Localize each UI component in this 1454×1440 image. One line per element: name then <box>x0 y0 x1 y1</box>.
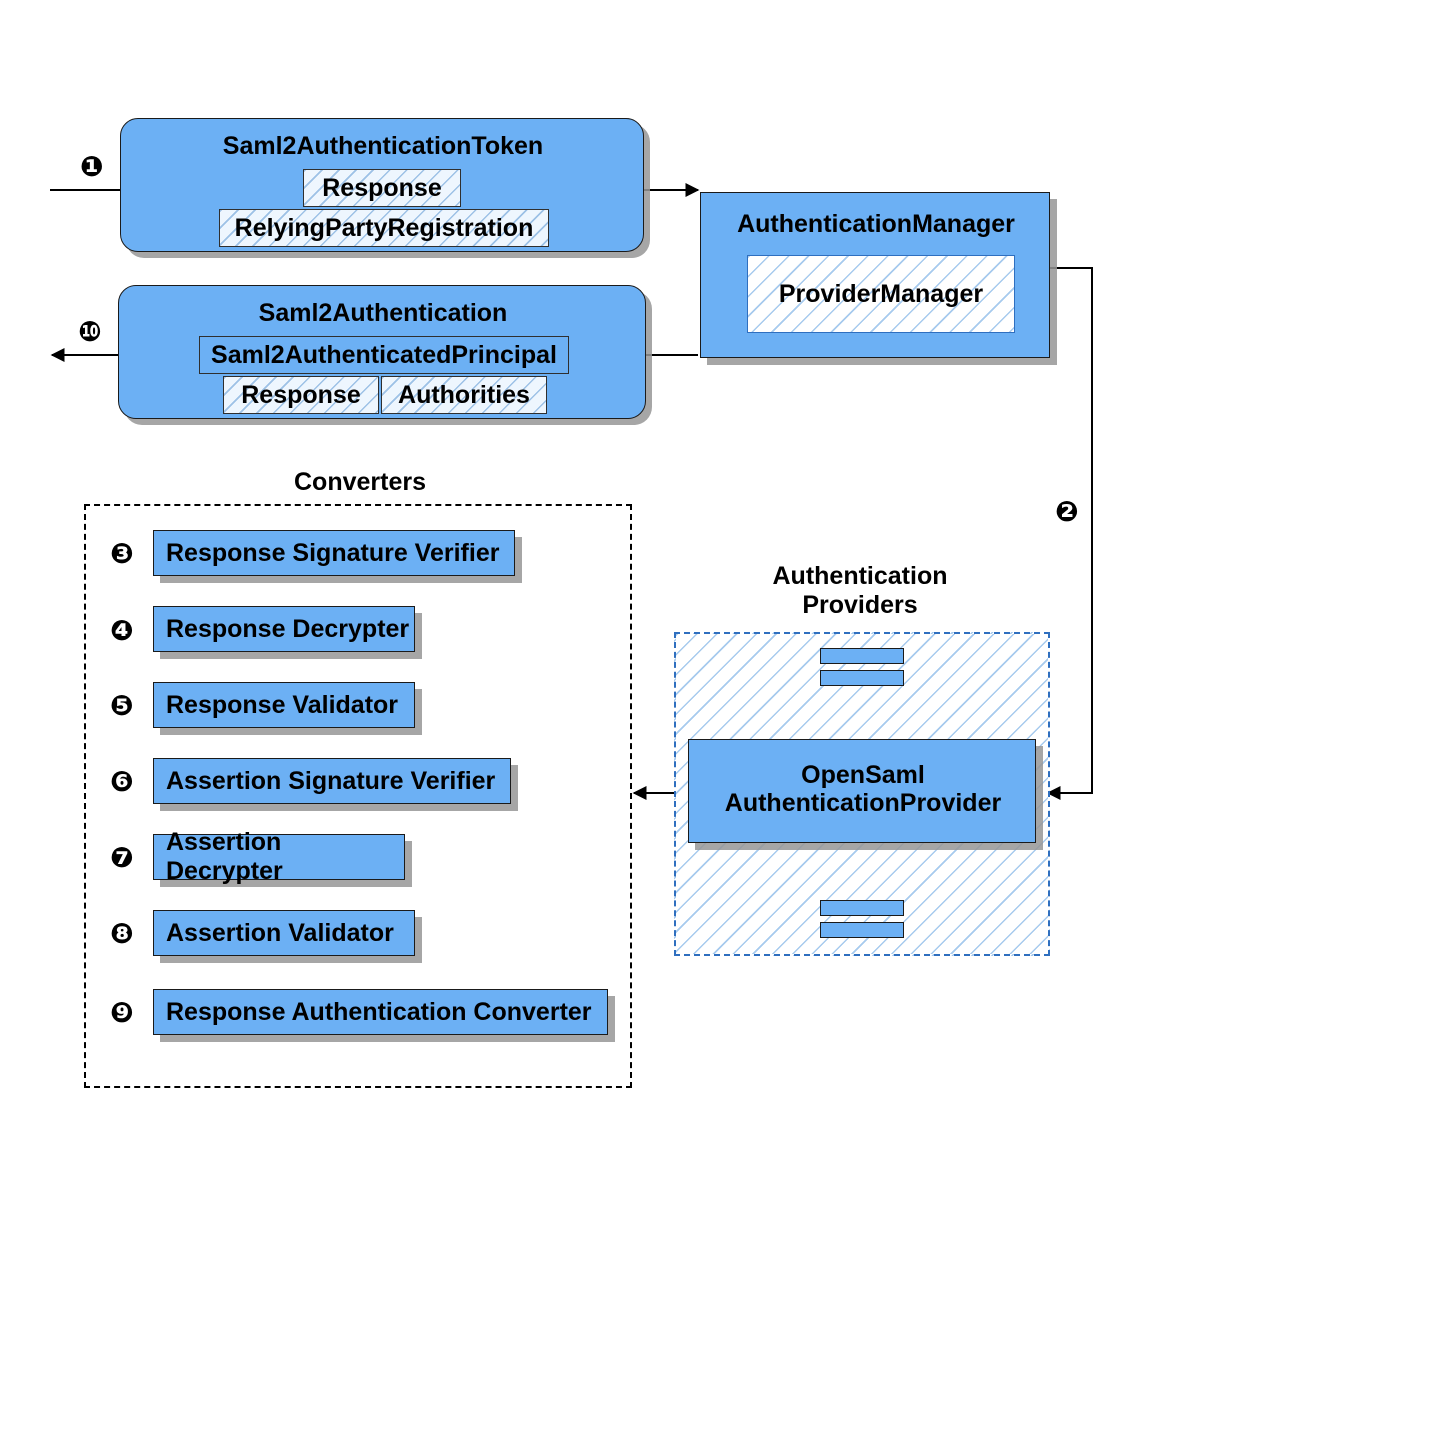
converter-response-decrypter[interactable]: Response Decrypter <box>153 606 415 652</box>
token-field-relying-party-registration: RelyingPartyRegistration <box>219 209 549 247</box>
step-badge-4: ❹ <box>110 614 134 647</box>
token-field-response: Response <box>303 169 461 207</box>
converter-assertion-decrypter[interactable]: Assertion Decrypter <box>153 834 405 880</box>
provider-title-line1: OpenSaml <box>801 761 925 789</box>
step-badge-3: ❸ <box>110 537 134 570</box>
converter-response-validator[interactable]: Response Validator <box>153 682 415 728</box>
manager-provider-manager: ProviderManager <box>747 255 1015 333</box>
authentication-title: Saml2Authentication <box>258 299 508 327</box>
provider-stub-top-1 <box>820 648 904 664</box>
converter-response-authentication-converter[interactable]: Response Authentication Converter <box>153 989 608 1035</box>
node-authentication-manager[interactable] <box>700 192 1050 358</box>
provider-stub-top-2 <box>820 670 904 686</box>
provider-stub-bottom-2 <box>820 922 904 938</box>
step-badge-7: ❼ <box>110 841 134 874</box>
provider-stub-bottom-1 <box>820 900 904 916</box>
step-badge-6: ❻ <box>110 765 134 798</box>
authentication-field-authorities: Authorities <box>381 376 547 414</box>
step-badge-2: ❷ <box>1055 495 1079 528</box>
node-opensaml-authentication-provider[interactable] <box>688 739 1036 843</box>
converter-assertion-signature-verifier[interactable]: Assertion Signature Verifier <box>153 758 511 804</box>
converters-group-label: Converters <box>294 468 426 496</box>
authentication-principal: Saml2AuthenticatedPrincipal <box>199 336 569 374</box>
manager-title: AuthenticationManager <box>737 210 1015 238</box>
node-saml2-authentication[interactable] <box>118 285 646 419</box>
converter-response-signature-verifier[interactable]: Response Signature Verifier <box>153 530 515 576</box>
providers-group-label-line1: Authentication <box>772 562 948 590</box>
token-title: Saml2AuthenticationToken <box>222 132 544 160</box>
authentication-field-response: Response <box>223 376 379 414</box>
step-badge-8: ❽ <box>110 917 134 950</box>
step-badge-9: ❾ <box>110 996 134 1029</box>
providers-group-label-line2: Providers <box>802 591 918 619</box>
step-badge-1: ❶ <box>80 150 104 183</box>
provider-title-line2: AuthenticationProvider <box>724 789 1002 817</box>
node-saml2-authentication-token[interactable] <box>120 118 644 252</box>
step-badge-5: ❺ <box>110 689 134 722</box>
step-badge-10: ❿ <box>78 315 102 348</box>
converter-assertion-validator[interactable]: Assertion Validator <box>153 910 415 956</box>
